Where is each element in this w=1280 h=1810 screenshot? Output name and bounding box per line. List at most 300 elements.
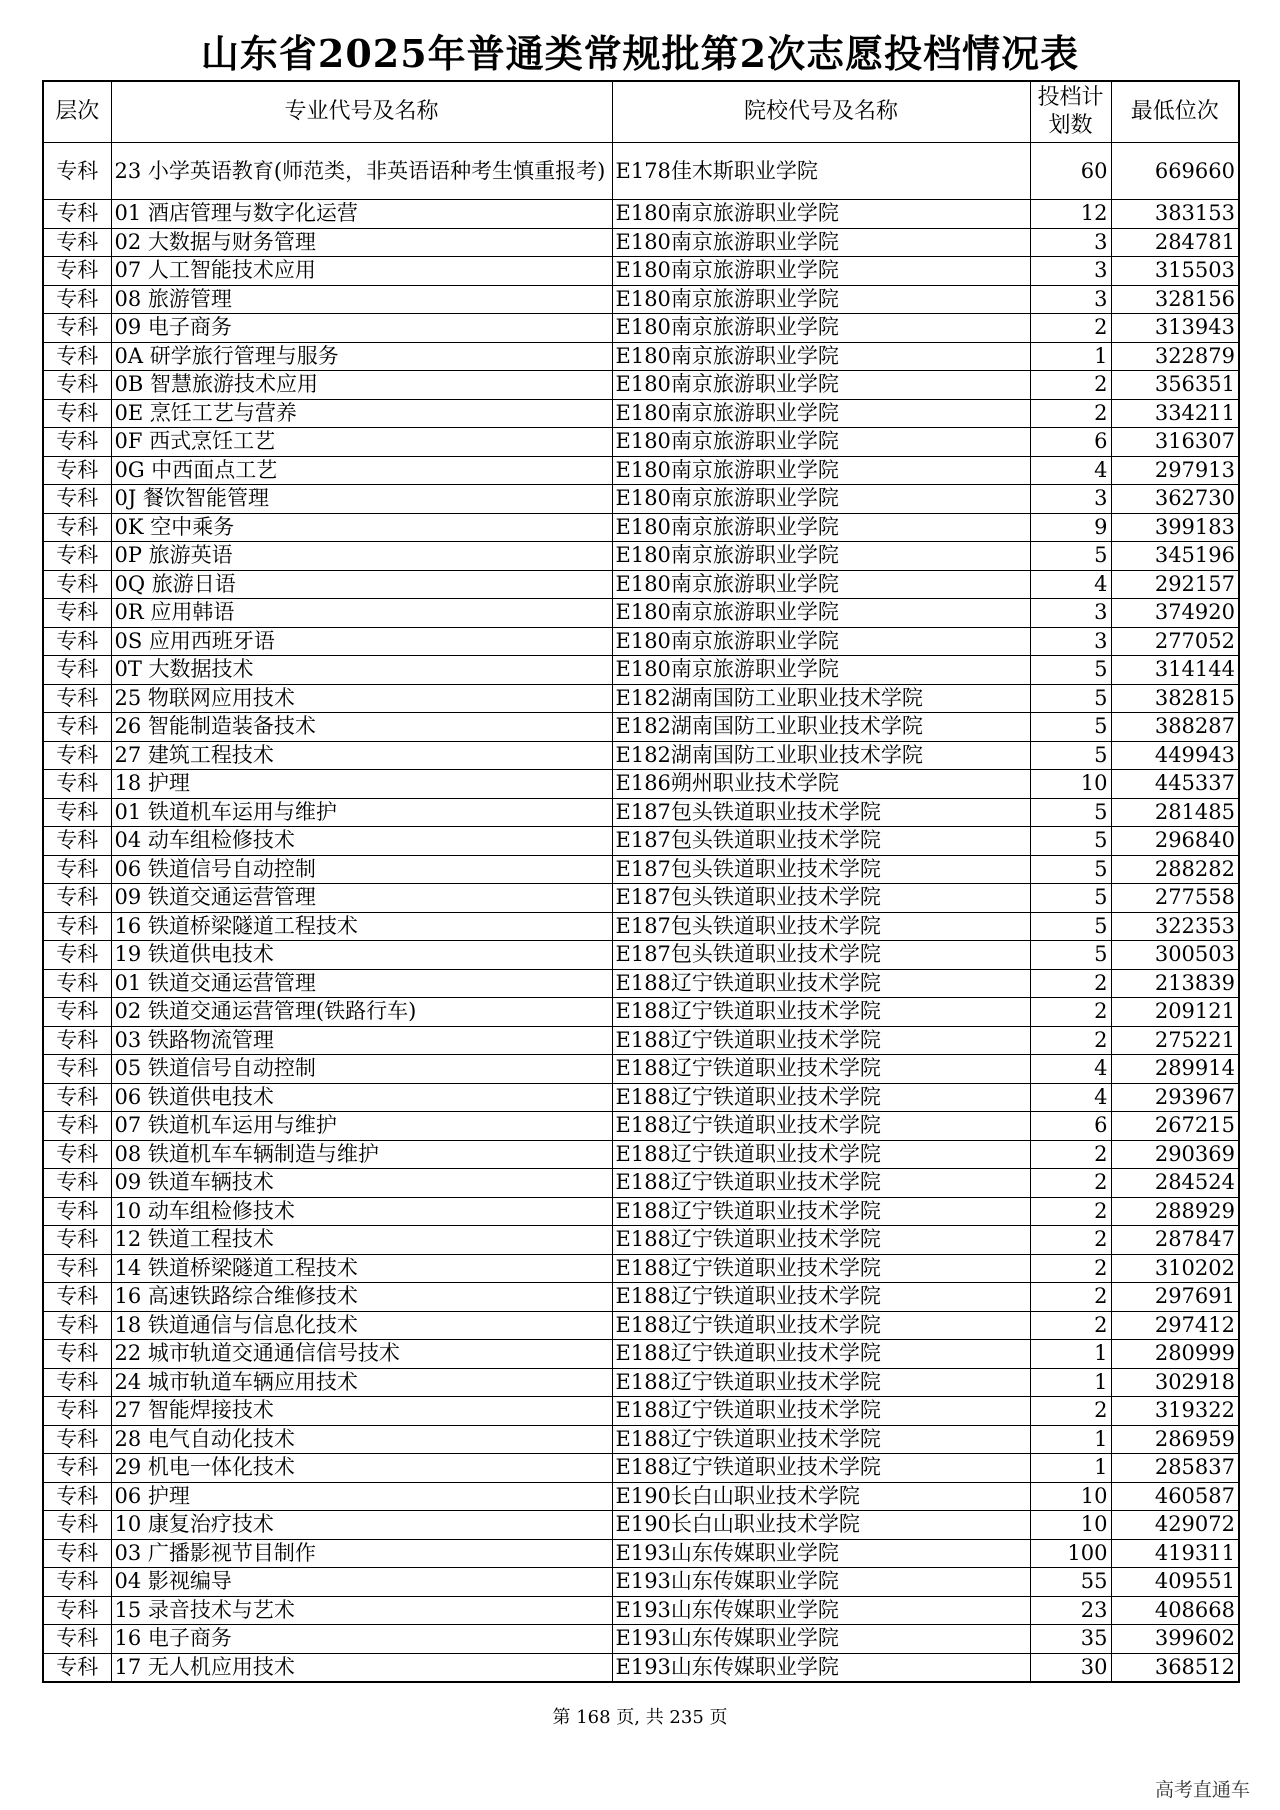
cell-major: 0K 空中乘务 [111,513,612,542]
cell-plan: 10 [1030,770,1111,799]
cell-level: 专科 [43,1311,111,1340]
table-row [43,1340,1239,1369]
cell-plan: 1 [1030,1368,1111,1397]
cell-major: 06 铁道供电技术 [111,1083,612,1112]
cell-level: 专科 [43,456,111,485]
cell-school: E188辽宁铁道职业技术学院 [612,1083,1030,1112]
cell-major: 03 铁路物流管理 [111,1026,612,1055]
cell-rank: 334211 [1111,399,1239,428]
cell-school: E180南京旅游职业学院 [612,456,1030,485]
table-row [43,1368,1239,1397]
cell-plan: 5 [1030,542,1111,571]
cell-rank: 409551 [1111,1568,1239,1597]
cell-major: 09 铁道交通运营管理 [111,884,612,913]
cell-major: 0B 智慧旅游技术应用 [111,371,612,400]
cell-school: E187包头铁道职业技术学院 [612,884,1030,913]
table-row [43,371,1239,400]
cell-plan: 55 [1030,1568,1111,1597]
cell-school: E180南京旅游职业学院 [612,485,1030,514]
table-row [43,485,1239,514]
cell-level: 专科 [43,342,111,371]
cell-level: 专科 [43,741,111,770]
cell-major: 18 铁道通信与信息化技术 [111,1311,612,1340]
cell-rank: 297412 [1111,1311,1239,1340]
cell-level: 专科 [43,941,111,970]
table-row [43,428,1239,457]
cell-level: 专科 [43,1511,111,1540]
cell-school: E178佳木斯职业学院 [612,143,1030,200]
cell-level: 专科 [43,1140,111,1169]
cell-level: 专科 [43,143,111,200]
cell-level: 专科 [43,1026,111,1055]
cell-rank: 277052 [1111,627,1239,656]
cell-rank: 302918 [1111,1368,1239,1397]
cell-major: 08 旅游管理 [111,285,612,314]
cell-rank: 449943 [1111,741,1239,770]
cell-level: 专科 [43,998,111,1027]
cell-rank: 286959 [1111,1425,1239,1454]
table-row [43,1283,1239,1312]
cell-school: E180南京旅游职业学院 [612,656,1030,685]
cell-school: E188辽宁铁道职业技术学院 [612,969,1030,998]
table-row [43,399,1239,428]
cell-major: 0J 餐饮智能管理 [111,485,612,514]
cell-major: 15 录音技术与艺术 [111,1596,612,1625]
cell-plan: 5 [1030,656,1111,685]
cell-rank: 383153 [1111,200,1239,229]
cell-level: 专科 [43,1397,111,1426]
table-row [43,1140,1239,1169]
cell-major: 17 无人机应用技术 [111,1653,612,1682]
cell-rank: 297913 [1111,456,1239,485]
cell-rank: 322879 [1111,342,1239,371]
table-row [43,542,1239,571]
table-row [43,1625,1239,1654]
cell-rank: 277558 [1111,884,1239,913]
cell-rank: 419311 [1111,1539,1239,1568]
cell-school: E188辽宁铁道职业技术学院 [612,1254,1030,1283]
cell-plan: 4 [1030,570,1111,599]
cell-level: 专科 [43,770,111,799]
cell-rank: 292157 [1111,570,1239,599]
cell-level: 专科 [43,285,111,314]
cell-level: 专科 [43,1625,111,1654]
cell-rank: 368512 [1111,1653,1239,1682]
cell-school: E180南京旅游职业学院 [612,342,1030,371]
cell-plan: 5 [1030,855,1111,884]
table-row [43,1112,1239,1141]
cell-school: E193山东传媒职业学院 [612,1568,1030,1597]
cell-school: E180南京旅游职业学院 [612,285,1030,314]
cell-major: 0P 旅游英语 [111,542,612,571]
cell-school: E187包头铁道职业技术学院 [612,827,1030,856]
cell-rank: 356351 [1111,371,1239,400]
cell-level: 专科 [43,713,111,742]
cell-level: 专科 [43,257,111,286]
cell-major: 07 人工智能技术应用 [111,257,612,286]
table-row [43,228,1239,257]
cell-rank: 445337 [1111,770,1239,799]
cell-plan: 3 [1030,257,1111,286]
cell-level: 专科 [43,542,111,571]
cell-rank: 345196 [1111,542,1239,571]
cell-level: 专科 [43,513,111,542]
cell-plan: 10 [1030,1482,1111,1511]
cell-major: 02 大数据与财务管理 [111,228,612,257]
table-row [43,1254,1239,1283]
cell-level: 专科 [43,1482,111,1511]
table-row [43,798,1239,827]
cell-level: 专科 [43,1226,111,1255]
cell-major: 01 铁道机车运用与维护 [111,798,612,827]
cell-rank: 313943 [1111,314,1239,343]
table-body [43,143,1239,1683]
cell-level: 专科 [43,1169,111,1198]
cell-level: 专科 [43,599,111,628]
table-row [43,200,1239,229]
cell-school: E188辽宁铁道职业技术学院 [612,1140,1030,1169]
page-title: 山东省2025年普通类常规批第2次志愿投档情况表 [200,31,1080,76]
cell-rank: 284781 [1111,228,1239,257]
cell-level: 专科 [43,627,111,656]
cell-rank: 408668 [1111,1596,1239,1625]
cell-school: E193山东传媒职业学院 [612,1539,1030,1568]
cell-school: E188辽宁铁道职业技术学院 [612,1283,1030,1312]
cell-major: 16 高速铁路综合维修技术 [111,1283,612,1312]
cell-school: E180南京旅游职业学院 [612,228,1030,257]
cell-plan: 3 [1030,228,1111,257]
cell-plan: 30 [1030,1653,1111,1682]
table-row [43,855,1239,884]
cell-plan: 2 [1030,1140,1111,1169]
cell-major: 24 城市轨道车辆应用技术 [111,1368,612,1397]
table-row [43,513,1239,542]
cell-major: 22 城市轨道交通通信信号技术 [111,1340,612,1369]
cell-rank: 267215 [1111,1112,1239,1141]
cell-school: E180南京旅游职业学院 [612,314,1030,343]
cell-plan: 2 [1030,1169,1111,1198]
cell-rank: 374920 [1111,599,1239,628]
cell-plan: 4 [1030,456,1111,485]
cell-major: 25 物联网应用技术 [111,684,612,713]
cell-major: 14 铁道桥梁隧道工程技术 [111,1254,612,1283]
cell-plan: 5 [1030,741,1111,770]
cell-level: 专科 [43,1112,111,1141]
cell-rank: 315503 [1111,257,1239,286]
cell-major: 26 智能制造装备技术 [111,713,612,742]
table-row [43,884,1239,913]
cell-major: 04 影视编导 [111,1568,612,1597]
cell-major: 08 铁道机车车辆制造与维护 [111,1140,612,1169]
table-row [43,1482,1239,1511]
cell-plan: 2 [1030,998,1111,1027]
cell-plan: 1 [1030,1425,1111,1454]
cell-school: E180南京旅游职业学院 [612,599,1030,628]
cell-level: 专科 [43,1425,111,1454]
cell-level: 专科 [43,1596,111,1625]
cell-plan: 2 [1030,371,1111,400]
cell-school: E188辽宁铁道职业技术学院 [612,1226,1030,1255]
cell-major: 04 动车组检修技术 [111,827,612,856]
table-row [43,998,1239,1027]
cell-school: E188辽宁铁道职业技术学院 [612,1340,1030,1369]
table-row [43,1226,1239,1255]
cell-major: 12 铁道工程技术 [111,1226,612,1255]
cell-school: E188辽宁铁道职业技术学院 [612,1197,1030,1226]
cell-plan: 12 [1030,200,1111,229]
cell-level: 专科 [43,855,111,884]
cell-level: 专科 [43,428,111,457]
cell-rank: 209121 [1111,998,1239,1027]
cell-plan: 5 [1030,827,1111,856]
table-row [43,1311,1239,1340]
table-row [43,656,1239,685]
cell-major: 10 动车组检修技术 [111,1197,612,1226]
cell-major: 0R 应用韩语 [111,599,612,628]
cell-plan: 6 [1030,428,1111,457]
table-row [43,257,1239,286]
cell-rank: 289914 [1111,1055,1239,1084]
cell-school: E180南京旅游职业学院 [612,570,1030,599]
table-row [43,1397,1239,1426]
cell-major: 0E 烹饪工艺与营养 [111,399,612,428]
cell-plan: 3 [1030,627,1111,656]
cell-school: E187包头铁道职业技术学院 [612,798,1030,827]
cell-rank: 362730 [1111,485,1239,514]
cell-rank: 328156 [1111,285,1239,314]
cell-major: 28 电气自动化技术 [111,1425,612,1454]
cell-plan: 5 [1030,884,1111,913]
cell-school: E180南京旅游职业学院 [612,542,1030,571]
cell-rank: 399602 [1111,1625,1239,1654]
cell-plan: 2 [1030,1283,1111,1312]
cell-rank: 281485 [1111,798,1239,827]
cell-plan: 4 [1030,1083,1111,1112]
cell-rank: 460587 [1111,1482,1239,1511]
cell-plan: 2 [1030,1397,1111,1426]
cell-school: E193山东传媒职业学院 [612,1625,1030,1654]
table-row [43,1539,1239,1568]
cell-major: 0S 应用西班牙语 [111,627,612,656]
cell-major: 01 铁道交通运营管理 [111,969,612,998]
table-row [43,1197,1239,1226]
cell-major: 0Q 旅游日语 [111,570,612,599]
cell-level: 专科 [43,1083,111,1112]
cell-major: 16 铁道桥梁隧道工程技术 [111,912,612,941]
cell-school: E190长白山职业技术学院 [612,1511,1030,1540]
cell-school: E180南京旅游职业学院 [612,513,1030,542]
cell-school: E188辽宁铁道职业技术学院 [612,1169,1030,1198]
cell-rank: 288282 [1111,855,1239,884]
table-row [43,1083,1239,1112]
cell-plan: 1 [1030,1454,1111,1483]
cell-plan: 9 [1030,513,1111,542]
cell-rank: 388287 [1111,713,1239,742]
admission-table [42,80,1240,1683]
cell-school: E180南京旅游职业学院 [612,257,1030,286]
cell-level: 专科 [43,485,111,514]
cell-major: 01 酒店管理与数字化运营 [111,200,612,229]
cell-school: E180南京旅游职业学院 [612,200,1030,229]
cell-school: E180南京旅游职业学院 [612,627,1030,656]
cell-major: 29 机电一体化技术 [111,1454,612,1483]
cell-plan: 5 [1030,713,1111,742]
cell-plan: 35 [1030,1625,1111,1654]
cell-rank: 290369 [1111,1140,1239,1169]
cell-plan: 23 [1030,1596,1111,1625]
cell-major: 0F 西式烹饪工艺 [111,428,612,457]
cell-major: 07 铁道机车运用与维护 [111,1112,612,1141]
cell-major: 19 铁道供电技术 [111,941,612,970]
cell-rank: 310202 [1111,1254,1239,1283]
cell-plan: 1 [1030,1340,1111,1369]
table-row [43,969,1239,998]
cell-school: E182湖南国防工业职业技术学院 [612,684,1030,713]
cell-school: E180南京旅游职业学院 [612,371,1030,400]
cell-plan: 3 [1030,599,1111,628]
cell-level: 专科 [43,912,111,941]
table-row [43,314,1239,343]
cell-level: 专科 [43,570,111,599]
table-row [43,1454,1239,1483]
cell-rank: 213839 [1111,969,1239,998]
cell-school: E193山东传媒职业学院 [612,1653,1030,1682]
cell-level: 专科 [43,1653,111,1682]
cell-level: 专科 [43,1340,111,1369]
cell-school: E188辽宁铁道职业技术学院 [612,1397,1030,1426]
cell-plan: 5 [1030,684,1111,713]
cell-plan: 2 [1030,1254,1111,1283]
cell-plan: 2 [1030,1226,1111,1255]
cell-plan: 6 [1030,1112,1111,1141]
cell-plan: 100 [1030,1539,1111,1568]
cell-plan: 2 [1030,314,1111,343]
cell-rank: 429072 [1111,1511,1239,1540]
table-row [43,1026,1239,1055]
table-row [43,713,1239,742]
cell-plan: 2 [1030,1311,1111,1340]
cell-rank: 322353 [1111,912,1239,941]
table-row [43,1596,1239,1625]
cell-school: E188辽宁铁道职业技术学院 [612,1311,1030,1340]
cell-plan: 3 [1030,285,1111,314]
table-row [43,684,1239,713]
cell-major: 23 小学英语教育(师范类，非英语语种考生慎重报考) [111,143,612,200]
cell-school: E188辽宁铁道职业技术学院 [612,998,1030,1027]
header-school: 院校代号及名称 [612,81,1030,143]
cell-plan: 2 [1030,1026,1111,1055]
cell-plan: 5 [1030,798,1111,827]
cell-rank: 316307 [1111,428,1239,457]
cell-school: E190长白山职业技术学院 [612,1482,1030,1511]
table-row [43,741,1239,770]
cell-level: 专科 [43,656,111,685]
cell-rank: 297691 [1111,1283,1239,1312]
cell-level: 专科 [43,371,111,400]
cell-level: 专科 [43,228,111,257]
cell-rank: 669660 [1111,143,1239,200]
table-row [43,1568,1239,1597]
cell-major: 16 电子商务 [111,1625,612,1654]
table-row [43,912,1239,941]
cell-school: E182湖南国防工业职业技术学院 [612,741,1030,770]
cell-major: 06 铁道信号自动控制 [111,855,612,884]
cell-rank: 287847 [1111,1226,1239,1255]
cell-rank: 284524 [1111,1169,1239,1198]
table-row [43,143,1239,200]
cell-level: 专科 [43,1283,111,1312]
cell-major: 0G 中西面点工艺 [111,456,612,485]
cell-plan: 1 [1030,342,1111,371]
cell-major: 06 护理 [111,1482,612,1511]
page-number: 第 168 页, 共 235 页 [552,1707,728,1728]
cell-level: 专科 [43,200,111,229]
table-row [43,1511,1239,1540]
cell-school: E182湖南国防工业职业技术学院 [612,713,1030,742]
cell-major: 05 铁道信号自动控制 [111,1055,612,1084]
cell-major: 27 智能焊接技术 [111,1397,612,1426]
cell-rank: 300503 [1111,941,1239,970]
cell-school: E186朔州职业技术学院 [612,770,1030,799]
table-row [43,285,1239,314]
cell-level: 专科 [43,1368,111,1397]
cell-school: E180南京旅游职业学院 [612,428,1030,457]
cell-rank: 314144 [1111,656,1239,685]
cell-plan: 4 [1030,1055,1111,1084]
cell-major: 09 电子商务 [111,314,612,343]
cell-school: E188辽宁铁道职业技术学院 [612,1425,1030,1454]
table-row [43,599,1239,628]
cell-major: 0T 大数据技术 [111,656,612,685]
cell-rank: 319322 [1111,1397,1239,1426]
cell-level: 专科 [43,798,111,827]
cell-rank: 285837 [1111,1454,1239,1483]
table-row [43,1055,1239,1084]
cell-plan: 2 [1030,1197,1111,1226]
table-header-row [43,81,1239,143]
cell-school: E187包头铁道职业技术学院 [612,941,1030,970]
cell-rank: 399183 [1111,513,1239,542]
cell-rank: 280999 [1111,1340,1239,1369]
table-row [43,1169,1239,1198]
cell-school: E188辽宁铁道职业技术学院 [612,1112,1030,1141]
watermark: 高考直通车 [1154,1779,1250,1801]
cell-level: 专科 [43,1254,111,1283]
cell-plan: 60 [1030,143,1111,200]
cell-rank: 296840 [1111,827,1239,856]
cell-plan: 3 [1030,485,1111,514]
cell-school: E187包头铁道职业技术学院 [612,855,1030,884]
cell-rank: 275221 [1111,1026,1239,1055]
cell-major: 0A 研学旅行管理与服务 [111,342,612,371]
cell-school: E188辽宁铁道职业技术学院 [612,1055,1030,1084]
cell-plan: 2 [1030,969,1111,998]
cell-level: 专科 [43,1197,111,1226]
cell-level: 专科 [43,1454,111,1483]
cell-rank: 288929 [1111,1197,1239,1226]
cell-major: 10 康复治疗技术 [111,1511,612,1540]
cell-school: E187包头铁道职业技术学院 [612,912,1030,941]
table-row [43,1425,1239,1454]
header-level: 层次 [43,81,111,143]
table-row [43,627,1239,656]
table-row [43,570,1239,599]
cell-plan: 5 [1030,941,1111,970]
cell-rank: 382815 [1111,684,1239,713]
header-major: 专业代号及名称 [111,81,612,143]
cell-level: 专科 [43,969,111,998]
cell-level: 专科 [43,884,111,913]
